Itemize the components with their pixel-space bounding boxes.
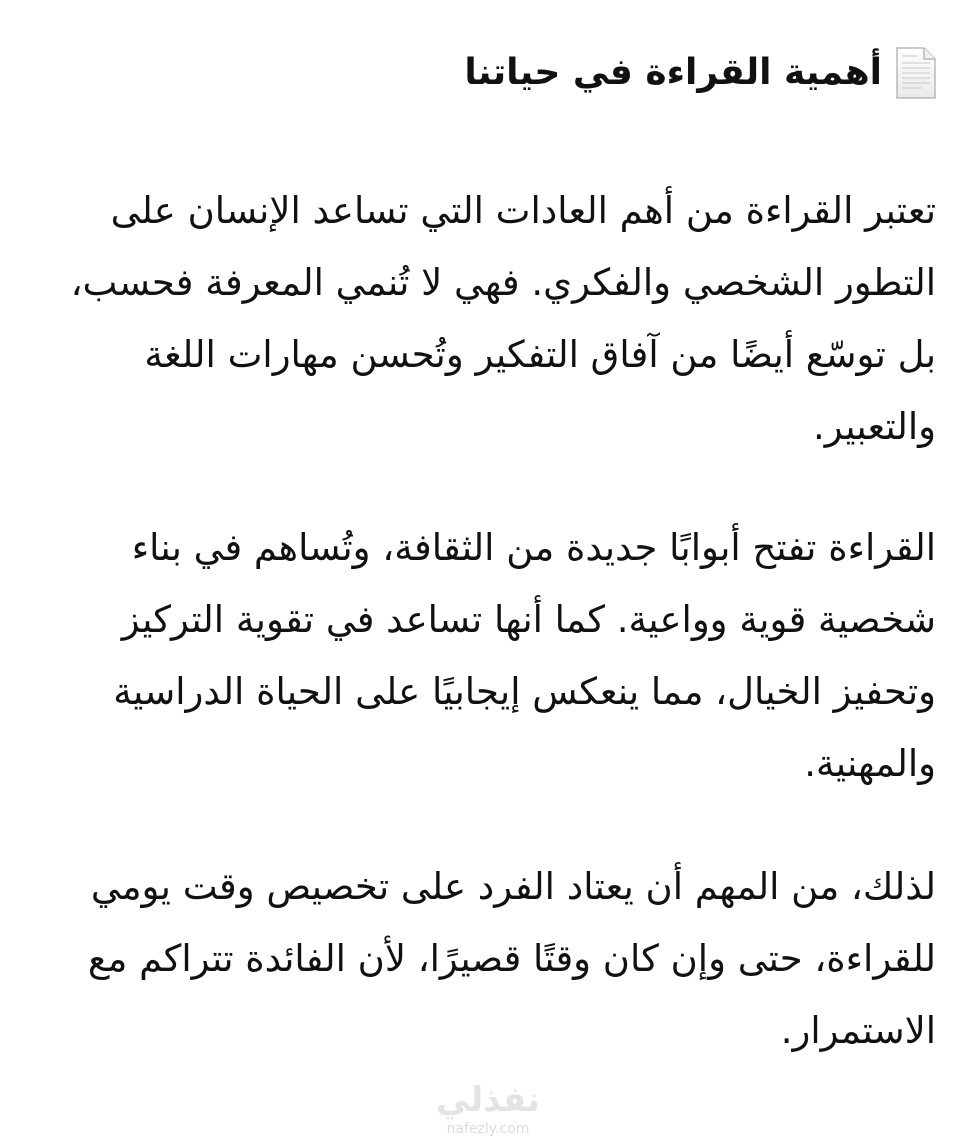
watermark-url: nafezly.com — [446, 1121, 530, 1137]
paragraph-line: وتحفيز الخيال، مما ينعكس إيجابيًا على الحياة الدراسية — [113, 670, 936, 713]
paragraph-line: تعتبر القراءة من أهم العادات التي تساعد الإنسان على — [110, 189, 936, 232]
paragraph-line: التطور الشخصي والفكري. فهي لا تُنمي المعرفة فحسب، — [70, 261, 936, 304]
page-title: أهمية القراءة في حياتنا — [464, 52, 882, 93]
paragraph-line: والمهنية. — [804, 742, 936, 785]
paragraph-line: القراءة تفتح أبوابًا جديدة من الثقافة، وتُساهم في بناء — [131, 526, 936, 569]
paragraph-line: لذلك، من المهم أن يعتاد الفرد على تخصيص وقت يومي — [90, 865, 936, 908]
paragraph-line: الاستمرار. — [780, 1009, 936, 1052]
document-page-icon — [894, 46, 938, 100]
paragraph-line: للقراءة، حتى وإن كان وقتًا قصيرًا، لأن الفائدة تتراكم مع — [87, 937, 936, 980]
paragraph-1 — [31, 175, 936, 463]
paragraph-3 — [31, 851, 936, 1067]
title-row — [464, 46, 938, 100]
paragraph-2 — [31, 512, 936, 800]
watermark-logo: نفذلي — [435, 1080, 541, 1120]
paragraph-line: بل توسّع أيضًا من آفاق التفكير وتُحسن مهارات اللغة — [144, 333, 936, 376]
watermark — [428, 1080, 548, 1144]
paragraph-line: شخصية قوية وواعية. كما أنها تساعد في تقوية التركيز — [121, 598, 936, 641]
paragraph-line: والتعبير. — [813, 405, 936, 448]
